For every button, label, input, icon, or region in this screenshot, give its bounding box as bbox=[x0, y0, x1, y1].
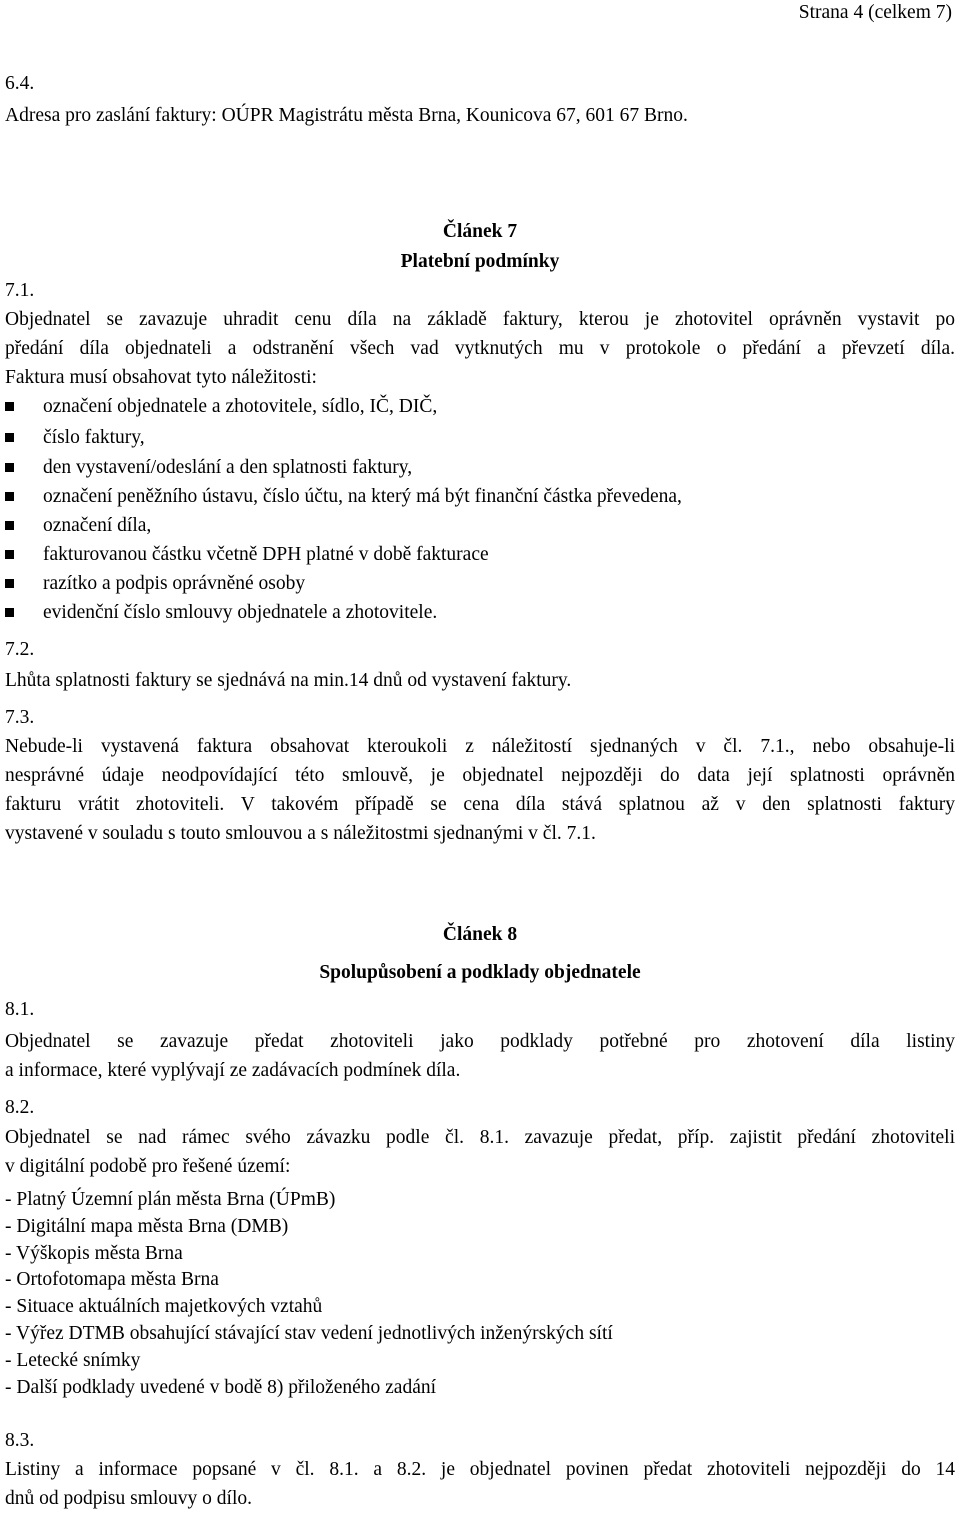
page-number: Strana 4 (celkem 7) bbox=[798, 2, 952, 23]
clause-7-3-line: nesprávné údaje neodpovídající této smlouvě, je objednatel nejpozději do data její splatnosti oprávněn bbox=[5, 765, 955, 786]
square-bullet-icon bbox=[5, 402, 14, 411]
document-list-item: - Situace aktuálních majetkových vztahů bbox=[5, 1296, 323, 1317]
clause-8-1-line: Objednatel se zavazuje předat zhotoviteli jako podklady potřebné pro zhotovení díla listiny bbox=[5, 1031, 955, 1052]
clause-number-7-3: 7.3. bbox=[5, 707, 35, 728]
document-list-item: - Letecké snímky bbox=[5, 1350, 141, 1371]
document-list-item: - Digitální mapa města Brna (DMB) bbox=[5, 1216, 289, 1237]
clause-number-8-2: 8.2. bbox=[5, 1097, 35, 1118]
square-bullet-icon bbox=[5, 433, 14, 442]
document-list-item: - Platný Územní plán města Brna (ÚPmB) bbox=[5, 1189, 336, 1210]
square-bullet-icon bbox=[5, 579, 14, 588]
clause-number-7-2: 7.2. bbox=[5, 639, 35, 660]
document-list-item: - Ortofotomapa města Brna bbox=[5, 1269, 219, 1290]
document-list-item: - Výřez DTMB obsahující stávající stav vedení jednotlivých inženýrských sítí bbox=[5, 1323, 613, 1344]
square-bullet-icon bbox=[5, 550, 14, 559]
article-8-heading: Článek 8 bbox=[442, 924, 518, 945]
clause-8-2-line: Objednatel se nad rámec svého závazku podle čl. 8.1. zavazuje předat, příp. zajistit předání zhotoviteli bbox=[5, 1127, 955, 1148]
clause-7-3-line: vystavené v souladu s touto smlouvou a s náležitostmi sjednanými v čl. 7.1. bbox=[5, 823, 596, 844]
clause-7-1-line: Faktura musí obsahovat tyto náležitosti: bbox=[5, 367, 317, 388]
clause-7-2-text: Lhůta splatnosti faktury se sjednává na min.14 dnů od vystavení faktury. bbox=[5, 670, 572, 691]
square-bullet-icon bbox=[5, 492, 14, 501]
article-7-heading: Článek 7 bbox=[442, 221, 518, 242]
invoice-address: Adresa pro zaslání faktury: OÚPR Magistrátu města Brna, Kounicova 67, 601 67 Brno. bbox=[5, 105, 688, 126]
article-7-title: Platební podmínky bbox=[400, 251, 560, 272]
clause-8-3-line: Listiny a informace popsané v čl. 8.1. a 8.2. je objednatel povinen předat zhotoviteli nejpozději do 14 bbox=[5, 1459, 955, 1480]
document-list-item: - Další podklady uvedené v bodě 8) přiloženého zadání bbox=[5, 1377, 437, 1398]
clause-7-3-line: Nebude-li vystavená faktura obsahovat kteroukoli z náležitostí sjednaných v čl. 7.1., nebo obsahuje-li bbox=[5, 736, 955, 757]
square-bullet-icon bbox=[5, 463, 14, 472]
clause-number-8-3: 8.3. bbox=[5, 1430, 35, 1451]
clause-7-1-line: Objednatel se zavazuje uhradit cenu díla na základě faktury, kterou je zhotovitel oprávněn vystavit po bbox=[5, 309, 955, 330]
square-bullet-icon bbox=[5, 521, 14, 530]
clause-number-8-1: 8.1. bbox=[5, 999, 35, 1020]
clause-number-7-1: 7.1. bbox=[5, 280, 35, 301]
article-8-title: Spolupůsobení a podklady objednatele bbox=[319, 962, 641, 983]
clause-7-1-line: předání díla objednateli a odstranění všech vad vytknutých mu v protokole o předání a převzetí díla. bbox=[5, 338, 955, 359]
clause-8-2-line: v digitální podobě pro řešené území: bbox=[5, 1156, 291, 1177]
clause-8-3-line: dnů od podpisu smlouvy o dílo. bbox=[5, 1488, 253, 1509]
section-number-6-4: 6.4. bbox=[5, 73, 35, 94]
document-list-item: - Výškopis města Brna bbox=[5, 1243, 183, 1264]
clause-8-1-line: a informace, které vyplývají ze zadávacích podmínek díla. bbox=[5, 1060, 461, 1081]
square-bullet-icon bbox=[5, 608, 14, 617]
clause-7-3-line: fakturu vrátit zhotoviteli. V takovém případě se cena díla stává splatnou až v den splatnosti faktury bbox=[5, 794, 955, 815]
